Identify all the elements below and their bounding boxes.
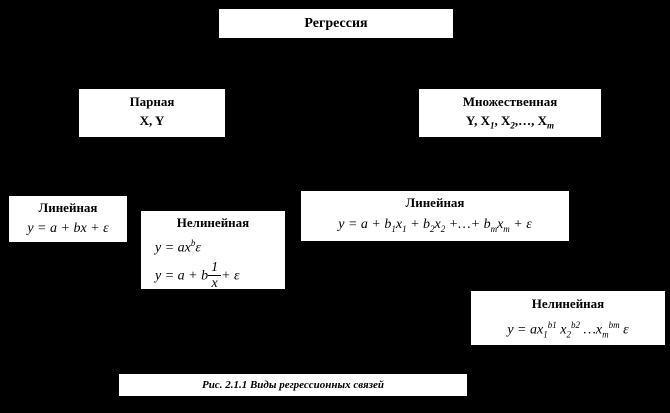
node-multi-linear[interactable]: [300, 190, 570, 242]
node-multi-nonlinear-formula: $y = ax_1^{b1}$ $x_2^{b2}$ $\dots x_m^{bm}$ ε: [507, 319, 629, 340]
node-pair-nonlinear[interactable]: [140, 210, 286, 290]
connector-root-down: [335, 39, 336, 61]
figure-caption-label: Рис. 2.1.1 Виды регрессионных связей: [201, 379, 385, 391]
connector-multi-nonlinear-up: [585, 160, 586, 290]
node-pair-nonlinear-formula-1: $y = ax^b\varepsilon$: [155, 237, 201, 256]
node-pair-linear-title: Линейная: [38, 200, 98, 215]
connector-pair-linear-up: [66, 160, 67, 195]
node-multi-linear-title: Линейная: [405, 195, 465, 210]
node-pair-title: Парная: [129, 94, 175, 109]
connector-pair-nonlinear-up: [212, 160, 213, 210]
node-pair-nonlinear-formula-2: y = a + b $\frac{1}{x}$ + ε: [155, 259, 240, 291]
node-multiple-vars: Y, $X_1$, $X_2,\dots$, $X_m$: [465, 112, 555, 131]
node-multi-nonlinear-title: Нелинейная: [531, 296, 605, 311]
node-pair-nonlinear-title: Нелинейная: [176, 215, 250, 230]
connector-multi-up: [517, 61, 518, 88]
node-multiple[interactable]: [418, 88, 602, 138]
connector-pair-split: [66, 160, 212, 161]
connector-multi-down: [517, 138, 518, 160]
node-multiple-title: Множественная: [462, 94, 558, 109]
node-multi-nonlinear[interactable]: [470, 290, 666, 346]
node-multi-linear-formula: $y = a + b_1x_1 + b_2x_2$ +…+ $b_mx_m + \varepsilon$: [338, 216, 532, 234]
fraction-one-over-x: $\frac{1}{x}$: [208, 261, 221, 291]
connector-pair-up: [152, 61, 153, 88]
node-pair-vars: X, Y: [139, 112, 165, 128]
connector-root-horizontal: [152, 61, 518, 62]
node-pair[interactable]: [78, 88, 226, 138]
connector-multi-linear-up: [435, 160, 436, 190]
connector-multi-split: [435, 160, 585, 161]
node-regression-root[interactable]: [218, 8, 454, 39]
node-pair-linear[interactable]: [8, 195, 128, 243]
connector-pair-down: [152, 138, 153, 160]
figure-caption: [118, 373, 468, 397]
node-regression-root-label: Регрессия: [304, 16, 368, 31]
node-pair-linear-formula: y = a + bx + ε: [27, 220, 109, 236]
